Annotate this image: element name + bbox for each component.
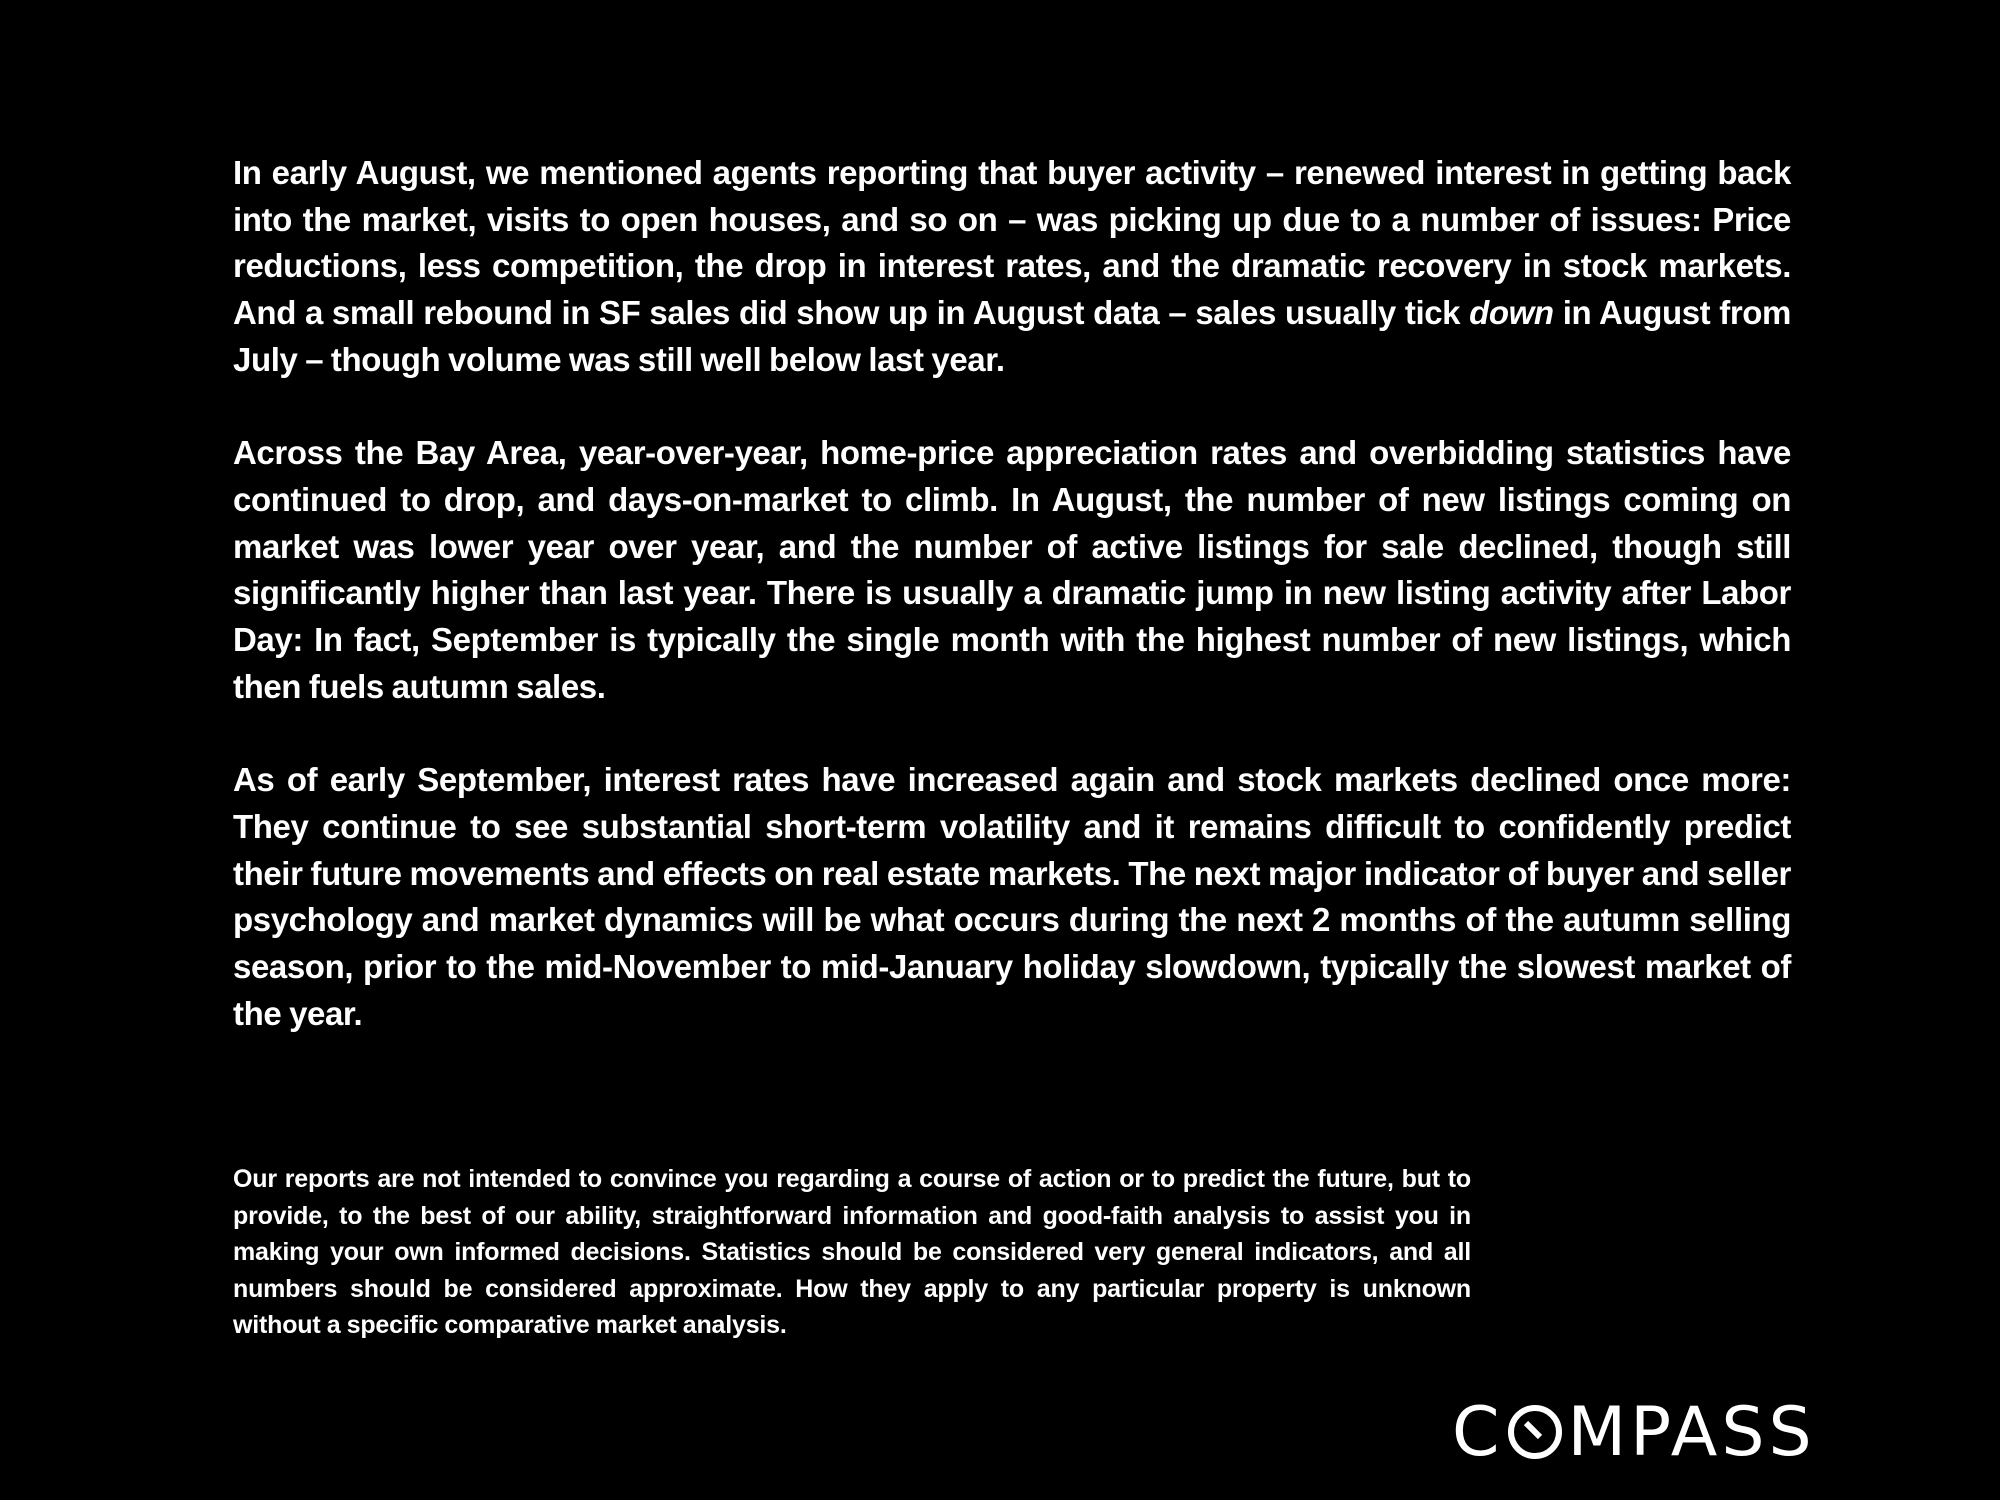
paragraph-1-text: In early August, we mentioned agents reporting that buyer activity – renewed interest in getting back into the market, visits to open houses, and so on – was picking up due to a number of issues: Price reductions, less competition, the drop in interest rates, and the dramatic recovery in stock markets. And a small rebound in SF sales did show up in August data – sales usually tick (233, 154, 1791, 332)
paragraph-september: As of early September, interest rates have increased again and stock markets declined once more: They continue to see substantial short-term volatility and it remains difficult to confidently predict their future movements and effects on real estate markets. The next major indicator of buyer and seller psychology and market dynamics will be what occurs during the next 2 months of the autumn selling season, prior to the mid-November to mid-January holiday slowdown, typically the slowest market of the year. (233, 761, 1791, 1032)
logo-letter-c: C (1452, 1392, 1504, 1472)
paragraph-1-text-end: in August from July – though volume was still well below last year. (233, 294, 1791, 378)
main-text (233, 150, 1791, 1037)
emphasis-down: down (1469, 294, 1554, 332)
paragraph-bay-area: Across the Bay Area, year-over-year, home-price appreciation rates and overbidding statistics have continued to drop, and days-on-market to climb. In August, the number of new listings coming on market was lower year over year, and the number of active listings for sale declined, though still significantly higher than last year. There is usually a dramatic jump in new listing activity after Labor Day: In fact, September is typically the single month with the highest number of new listings, which then fuels autumn sales. (233, 434, 1791, 705)
compass-o-icon (1507, 1404, 1563, 1460)
logo-letters-mpass: MPASS (1567, 1392, 1816, 1472)
compass-logo (1452, 1392, 1816, 1472)
disclaimer: Our reports are not intended to convince you regarding a course of action or to predict the future, but to provide, to the best of our ability, straightforward information and good-faith analysis to assist you in making your own informed decisions. Statistics should be considered very general indicators, and all numbers should be considered approximate. How they apply to any particular property is unknown without a specific comparative market analysis. (233, 1165, 1471, 1339)
paragraph-august-activity (233, 150, 1791, 384)
